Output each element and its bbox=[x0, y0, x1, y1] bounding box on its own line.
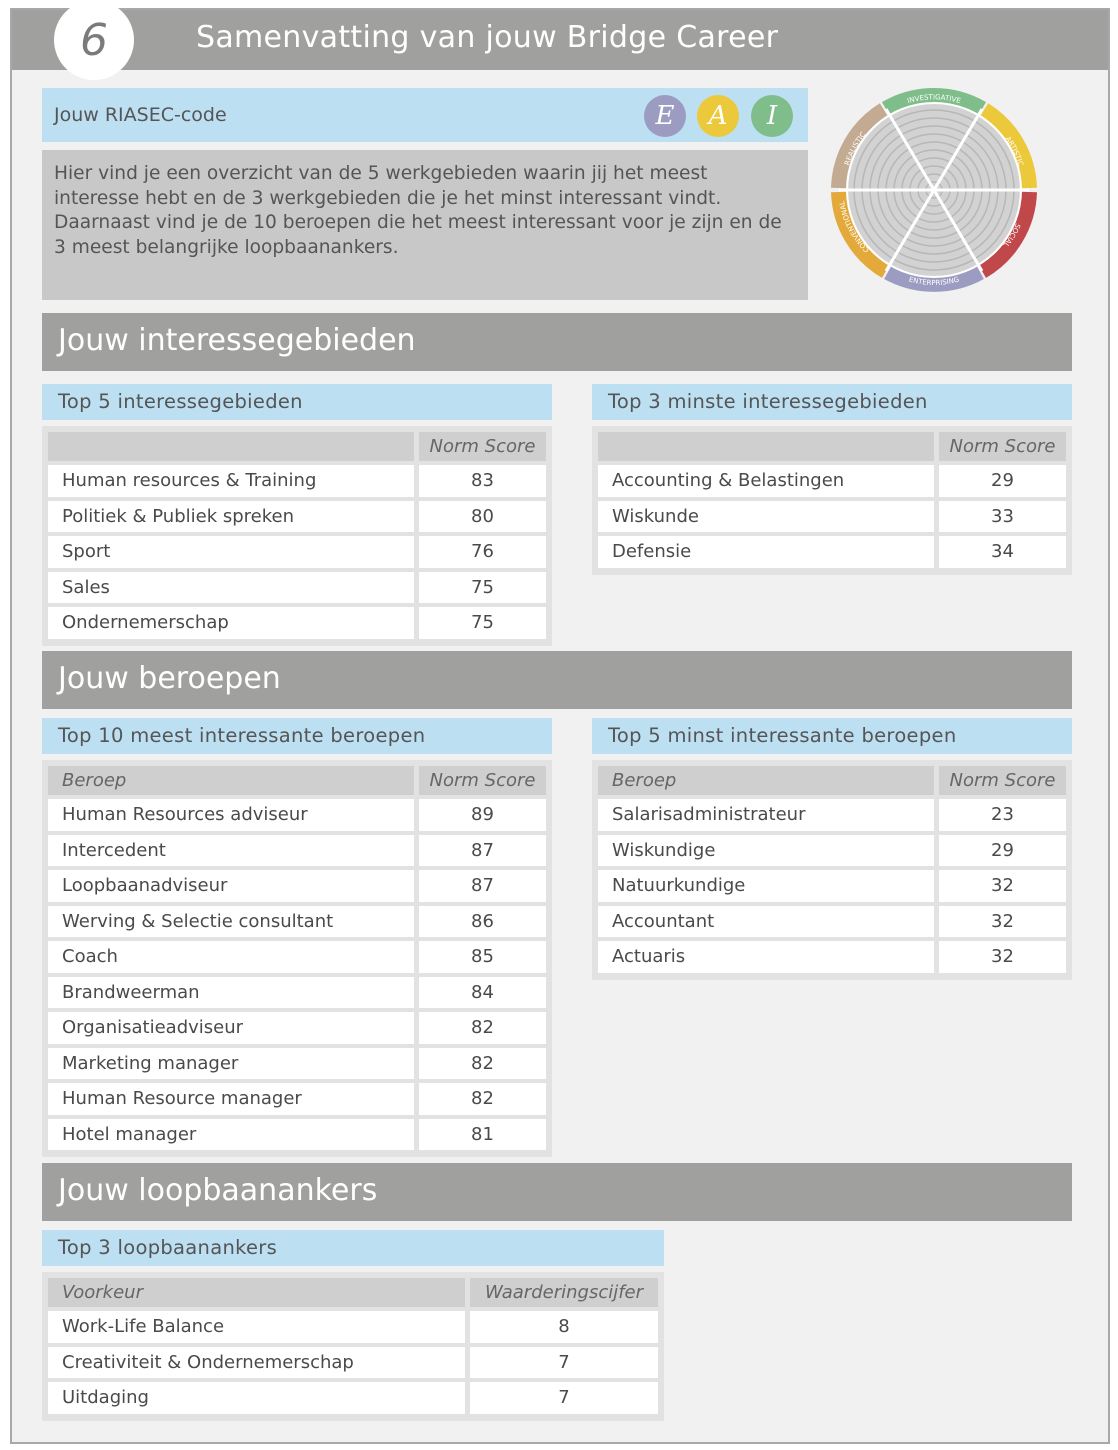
table-header-row bbox=[48, 766, 546, 795]
wheel-label-enterprising: ENTERPRISING bbox=[907, 275, 961, 287]
row-score: 32 bbox=[939, 906, 1066, 938]
row-score: 34 bbox=[939, 536, 1066, 568]
riasec-wheel-icon bbox=[824, 80, 1044, 300]
least-professions-table bbox=[592, 760, 1072, 980]
riasec-code-bar bbox=[42, 88, 808, 142]
table-row bbox=[48, 1382, 658, 1414]
table-row bbox=[598, 906, 1066, 938]
table-row bbox=[598, 835, 1066, 867]
row-score: 7 bbox=[470, 1382, 658, 1414]
row-score: 82 bbox=[419, 1048, 546, 1080]
row-name: Werving & Selectie consultant bbox=[48, 906, 414, 938]
chapter-number: 6 bbox=[54, 0, 134, 80]
row-name: Accounting & Belastingen bbox=[598, 465, 934, 497]
row-score: 80 bbox=[419, 501, 546, 533]
riasec-code-e: E bbox=[644, 95, 686, 137]
row-score: 32 bbox=[939, 870, 1066, 902]
table-row bbox=[48, 941, 546, 973]
summary-page bbox=[10, 8, 1110, 1444]
top-professions-table bbox=[42, 760, 552, 1157]
riasec-code-i: I bbox=[751, 95, 793, 137]
table-header-row bbox=[48, 432, 546, 461]
table-header-row bbox=[598, 766, 1066, 795]
row-score: 82 bbox=[419, 1012, 546, 1044]
least-interests-table bbox=[592, 426, 1072, 575]
row-name: Hotel manager bbox=[48, 1119, 414, 1151]
row-name: Salarisadministrateur bbox=[598, 799, 934, 831]
table-row bbox=[48, 1048, 546, 1080]
row-name: Uitdaging bbox=[48, 1382, 465, 1414]
section-interests-title: Jouw interessegebieden bbox=[42, 313, 1072, 371]
row-name: Ondernemerschap bbox=[48, 607, 414, 639]
row-name: Coach bbox=[48, 941, 414, 973]
riasec-code-a: A bbox=[697, 95, 739, 137]
table-row bbox=[48, 799, 546, 831]
row-score: 87 bbox=[419, 870, 546, 902]
wheel-label-social: SOCIAL bbox=[1001, 222, 1022, 249]
row-name: Wiskunde bbox=[598, 501, 934, 533]
row-name: Organisatieadviseur bbox=[48, 1012, 414, 1044]
table-row bbox=[48, 906, 546, 938]
row-name: Actuaris bbox=[598, 941, 934, 973]
wheel-label-artistic: ARTISTIC bbox=[1003, 135, 1025, 168]
table-row bbox=[48, 1119, 546, 1151]
top-interests-title: Top 5 interessegebieden bbox=[42, 384, 552, 420]
table-row bbox=[48, 1012, 546, 1044]
row-name: Natuurkundige bbox=[598, 870, 934, 902]
table-row bbox=[598, 941, 1066, 973]
table-row bbox=[48, 1311, 658, 1343]
row-name: Wiskundige bbox=[598, 835, 934, 867]
top-professions-title: Top 10 meest interessante beroepen bbox=[42, 718, 552, 754]
row-score: 29 bbox=[939, 465, 1066, 497]
table-row bbox=[48, 501, 546, 533]
row-name: Human resources & Training bbox=[48, 465, 414, 497]
wheel-label-conventional: CONVENTIONAL bbox=[838, 200, 871, 254]
row-score: 84 bbox=[419, 977, 546, 1009]
row-score: 83 bbox=[419, 465, 546, 497]
table-header-row bbox=[48, 1278, 658, 1307]
column-header-name bbox=[598, 432, 934, 461]
row-score: 81 bbox=[419, 1119, 546, 1151]
table-header-row bbox=[598, 432, 1066, 461]
column-header-score: Norm Score bbox=[419, 432, 546, 461]
table-row bbox=[48, 1083, 546, 1115]
column-header-score: Norm Score bbox=[419, 766, 546, 795]
column-header-score: Norm Score bbox=[939, 432, 1066, 461]
section-anchors-title: Jouw loopbaanankers bbox=[42, 1163, 1072, 1221]
row-score: 8 bbox=[470, 1311, 658, 1343]
row-name: Human Resource manager bbox=[48, 1083, 414, 1115]
row-name: Marketing manager bbox=[48, 1048, 414, 1080]
row-score: 85 bbox=[419, 941, 546, 973]
column-header-name: Voorkeur bbox=[48, 1278, 465, 1307]
column-header-score: Waarderingscijfer bbox=[470, 1278, 658, 1307]
table-row bbox=[48, 870, 546, 902]
row-name: Sport bbox=[48, 536, 414, 568]
row-score: 23 bbox=[939, 799, 1066, 831]
intro-text: Hier vind je een overzicht van de 5 werkgebieden waarin jij het meest interesse hebt en de 3 werkgebieden die je het minst interessant vindt. Daarnaast vind je de 10 beroepen die het meest interessant voor je zijn en de 3 meest belangrijke loopbaanankers. bbox=[42, 150, 808, 300]
riasec-label: Jouw RIASEC-code bbox=[54, 104, 227, 126]
column-header-name: Beroep bbox=[48, 766, 414, 795]
top-anchors-table bbox=[42, 1272, 664, 1421]
table-row bbox=[48, 572, 546, 604]
table-row bbox=[598, 501, 1066, 533]
row-score: 75 bbox=[419, 572, 546, 604]
section-professions-title: Jouw beroepen bbox=[42, 651, 1072, 709]
wheel-label-realistic: REALISTIC bbox=[843, 130, 868, 167]
row-score: 76 bbox=[419, 536, 546, 568]
row-name: Politiek & Publiek spreken bbox=[48, 501, 414, 533]
least-professions-title: Top 5 minst interessante beroepen bbox=[592, 718, 1072, 754]
row-name: Defensie bbox=[598, 536, 934, 568]
row-name: Sales bbox=[48, 572, 414, 604]
row-score: 82 bbox=[419, 1083, 546, 1115]
row-name: Brandweerman bbox=[48, 977, 414, 1009]
table-row bbox=[598, 536, 1066, 568]
row-name: Loopbaanadviseur bbox=[48, 870, 414, 902]
row-score: 32 bbox=[939, 941, 1066, 973]
row-name: Intercedent bbox=[48, 835, 414, 867]
table-row bbox=[48, 607, 546, 639]
table-row bbox=[48, 835, 546, 867]
row-score: 86 bbox=[419, 906, 546, 938]
least-interests-title: Top 3 minste interessegebieden bbox=[592, 384, 1072, 420]
row-score: 33 bbox=[939, 501, 1066, 533]
column-header-name bbox=[48, 432, 414, 461]
page-title: Samenvatting van jouw Bridge Career bbox=[196, 20, 779, 55]
column-header-name: Beroep bbox=[598, 766, 934, 795]
table-row bbox=[48, 1347, 658, 1379]
row-name: Creativiteit & Ondernemerschap bbox=[48, 1347, 465, 1379]
column-header-score: Norm Score bbox=[939, 766, 1066, 795]
title-bar bbox=[12, 10, 1108, 70]
row-name: Work-Life Balance bbox=[48, 1311, 465, 1343]
top-interests-table bbox=[42, 426, 552, 646]
table-row bbox=[48, 536, 546, 568]
row-name: Human Resources adviseur bbox=[48, 799, 414, 831]
table-row bbox=[598, 465, 1066, 497]
top-anchors-title: Top 3 loopbaanankers bbox=[42, 1230, 664, 1266]
table-row bbox=[598, 870, 1066, 902]
row-score: 87 bbox=[419, 835, 546, 867]
table-row bbox=[48, 977, 546, 1009]
row-name: Accountant bbox=[598, 906, 934, 938]
row-score: 75 bbox=[419, 607, 546, 639]
row-score: 7 bbox=[470, 1347, 658, 1379]
table-row bbox=[48, 465, 546, 497]
row-score: 89 bbox=[419, 799, 546, 831]
wheel-label-investigative: INVESTIGATIVE bbox=[906, 93, 962, 106]
table-row bbox=[598, 799, 1066, 831]
row-score: 29 bbox=[939, 835, 1066, 867]
